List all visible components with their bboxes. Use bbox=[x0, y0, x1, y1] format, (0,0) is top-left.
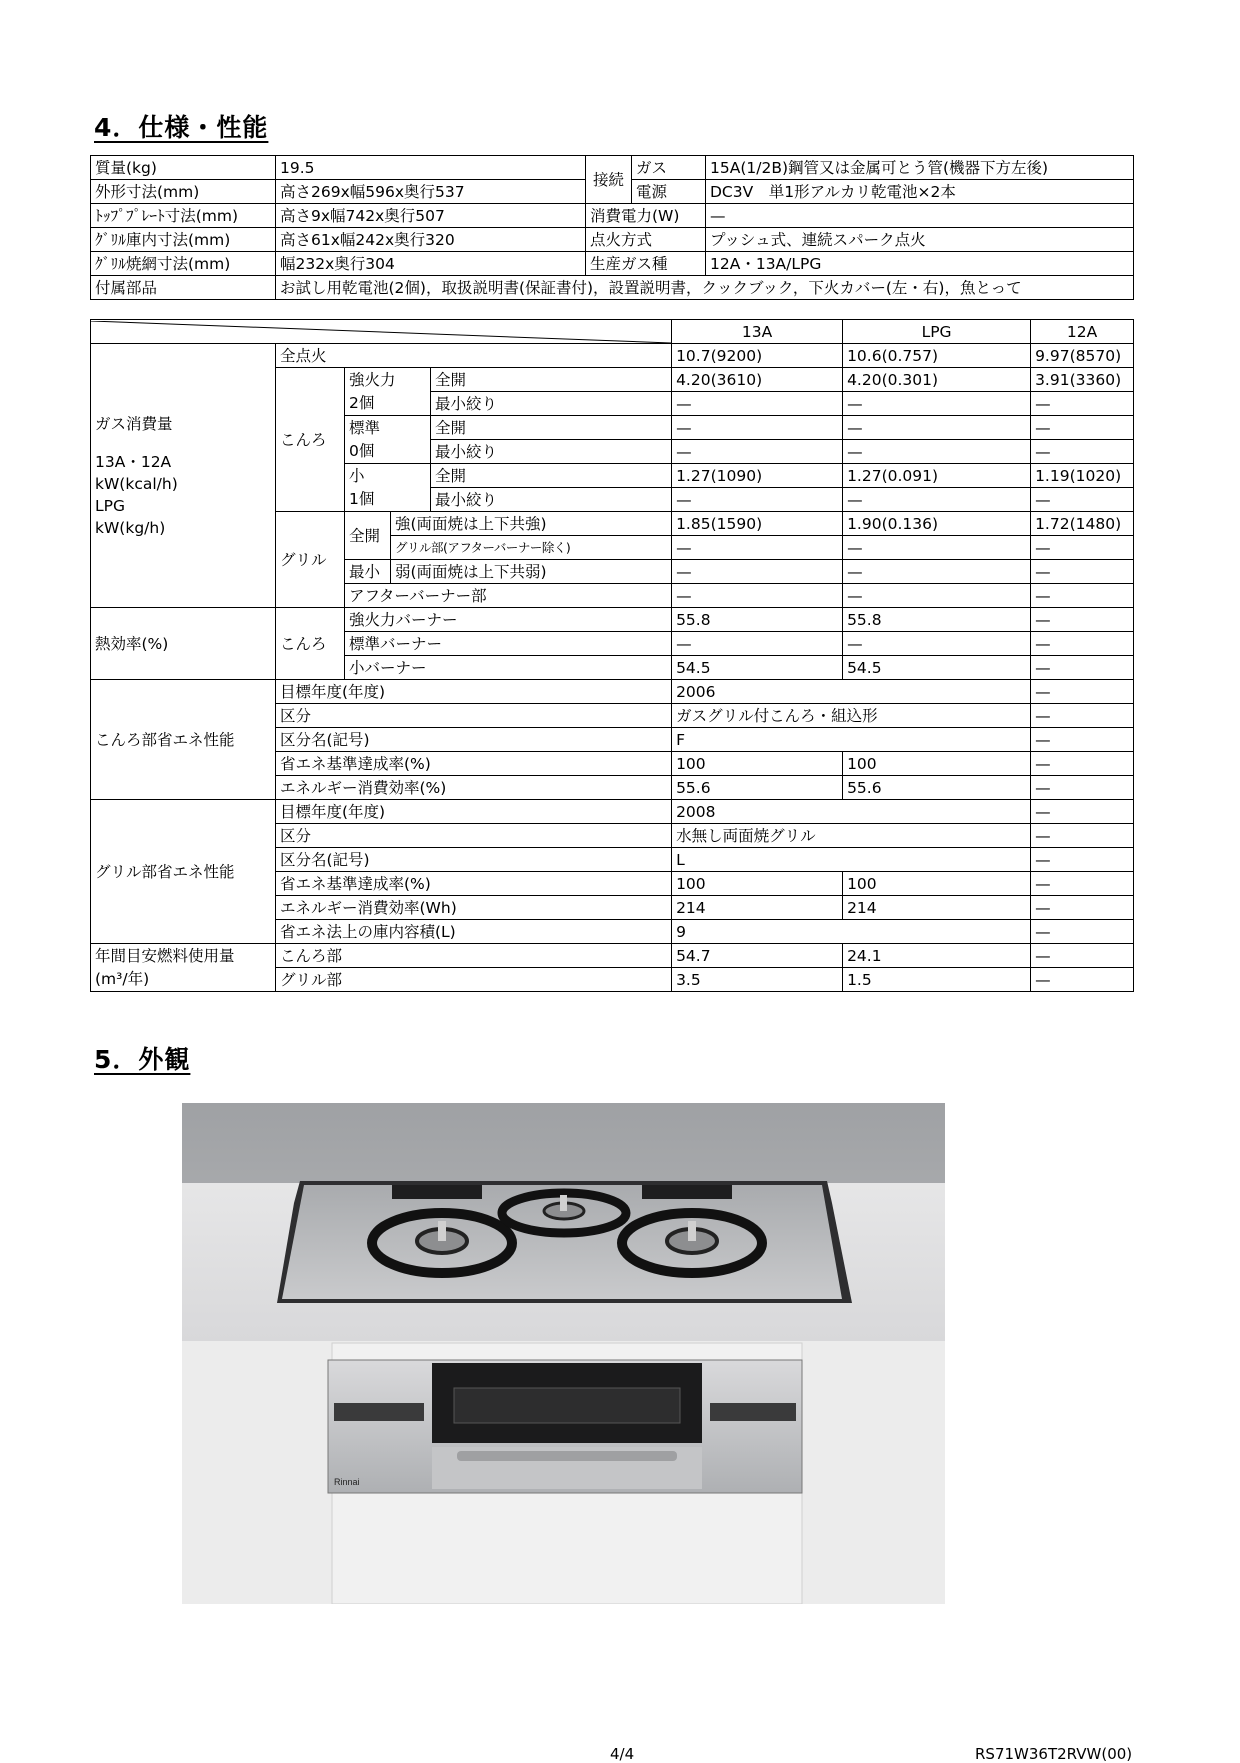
col-header-12a: 12A bbox=[1031, 320, 1134, 344]
table-row: 区分 水無し両面焼グリル — bbox=[91, 824, 1134, 848]
table-row: 標準バーナー — — — bbox=[91, 632, 1134, 656]
product-photo bbox=[182, 1103, 945, 1604]
table-row: 区分 ガスグリル付こんろ・組込形 — bbox=[91, 704, 1134, 728]
page-number: 4/4 bbox=[610, 1745, 635, 1763]
table-row: こんろ部省エネ性能 目標年度(年度) 2006 — bbox=[91, 680, 1134, 704]
header-diagonal-cell bbox=[91, 320, 672, 344]
table-row: アフターバーナー部 — — — bbox=[91, 584, 1134, 608]
section-title-specs: 4．仕様・性能 bbox=[94, 113, 269, 142]
table-row: グリル部省エネ性能 目標年度(年度) 2008 — bbox=[91, 800, 1134, 824]
grill-eco-label: グリル部省エネ性能 bbox=[91, 800, 276, 944]
table-row: ﾄｯﾌﾟﾌﾟﾚｰﾄ寸法(mm) 高さ9x幅742x奥行507 消費電力(W) — bbox=[91, 204, 1134, 228]
table-row: 付属部品 お試し用乾電池(2個)，取扱説明書(保証書付)，設置説明書，クックブック，下火カバー(左・右)，魚とって bbox=[91, 276, 1134, 300]
thermal-efficiency-label: 熱効率(%) bbox=[91, 608, 276, 680]
table-row: グリル 全開 強(両面焼は上下共強) 1.85(1590) 1.90(0.136) 1.72(1480) bbox=[91, 512, 1134, 536]
connection-label: 接続 bbox=[586, 156, 632, 204]
table-row: 区分名(記号) L — bbox=[91, 848, 1134, 872]
col-header-lpg: LPG bbox=[843, 320, 1031, 344]
table-row: エネルギー消費効率(%) 55.6 55.6 — bbox=[91, 776, 1134, 800]
table-row: 小バーナー 54.5 54.5 — bbox=[91, 656, 1134, 680]
table-row: エネルギー消費効率(Wh) 214 214 — bbox=[91, 896, 1134, 920]
col-header-13a: 13A bbox=[672, 320, 843, 344]
table-row: 最小 弱(両面焼は上下共弱) — — — bbox=[91, 560, 1134, 584]
annual-fuel-unit: (m³/年) bbox=[91, 968, 276, 992]
table-row: 小 全開 1.27(1090) 1.27(0.091) 1.19(1020) bbox=[91, 464, 1134, 488]
table-row: ガス消費量 13A・12A kW(kcal/h) LPG kW(kg/h) 全点火 10.7(9200) 10.6(0.757) 9.97(8570) bbox=[91, 344, 1134, 368]
konro-eco-label: こんろ部省エネ性能 bbox=[91, 680, 276, 800]
table-row: 省エネ法上の庫内容積(L) 9 — bbox=[91, 920, 1134, 944]
table-row: ｸﾞﾘﾙ焼網寸法(mm) 幅232x奥行304 生産ガス種 12A・13A/LPG bbox=[91, 252, 1134, 276]
table-row: グリル部(アフターバーナー除く) — — — bbox=[91, 536, 1134, 560]
model-number: RS71W36T2RVW(00) bbox=[975, 1745, 1133, 1763]
table-row bbox=[91, 320, 1134, 344]
table-row: 0個 最小絞り — — — bbox=[91, 440, 1134, 464]
table-row: 1個 最小絞り — — — bbox=[91, 488, 1134, 512]
table-row: 質量(kg) 19.5 接続 ガス 15A(1/2B)鋼管又は金属可とう管(機器下方左後) bbox=[91, 156, 1134, 180]
gas-consumption-label: ガス消費量 13A・12A kW(kcal/h) LPG kW(kg/h) bbox=[91, 344, 276, 608]
table-row: 区分名(記号) F — bbox=[91, 728, 1134, 752]
diagonal-line bbox=[91, 321, 671, 343]
table-row: 年間目安燃料使用量 こんろ部 54.7 24.1 — bbox=[91, 944, 1134, 968]
section-title-appearance: 5．外観 bbox=[94, 1045, 191, 1074]
table-row: 熱効率(%) こんろ 強火力バーナー 55.8 55.8 — bbox=[91, 608, 1134, 632]
table-row: 外形寸法(mm) 高さ269x幅596x奥行537 電源 DC3V 単1形アルカリ乾電池×2本 bbox=[91, 180, 1134, 204]
annual-fuel-label: 年間目安燃料使用量 bbox=[91, 944, 276, 968]
table-row: (m³/年) グリル部 3.5 1.5 — bbox=[91, 968, 1134, 992]
table-row: 2個 最小絞り — — — bbox=[91, 392, 1134, 416]
table-row: ｸﾞﾘﾙ庫内寸法(mm) 高さ61x幅242x奥行320 点火方式 プッシュ式、連続スパーク点火 bbox=[91, 228, 1134, 252]
table-row: 標準 全開 — — — bbox=[91, 416, 1134, 440]
performance-spec-table bbox=[90, 319, 1134, 992]
table-row: 省エネ基準達成率(%) 100 100 — bbox=[91, 872, 1134, 896]
table-row: 省エネ基準達成率(%) 100 100 — bbox=[91, 752, 1134, 776]
general-spec-table bbox=[90, 155, 1134, 300]
brand-logo: Rinnai bbox=[334, 1477, 360, 1487]
table-row: こんろ 強火力 全開 4.20(3610) 4.20(0.301) 3.91(3360) bbox=[91, 368, 1134, 392]
